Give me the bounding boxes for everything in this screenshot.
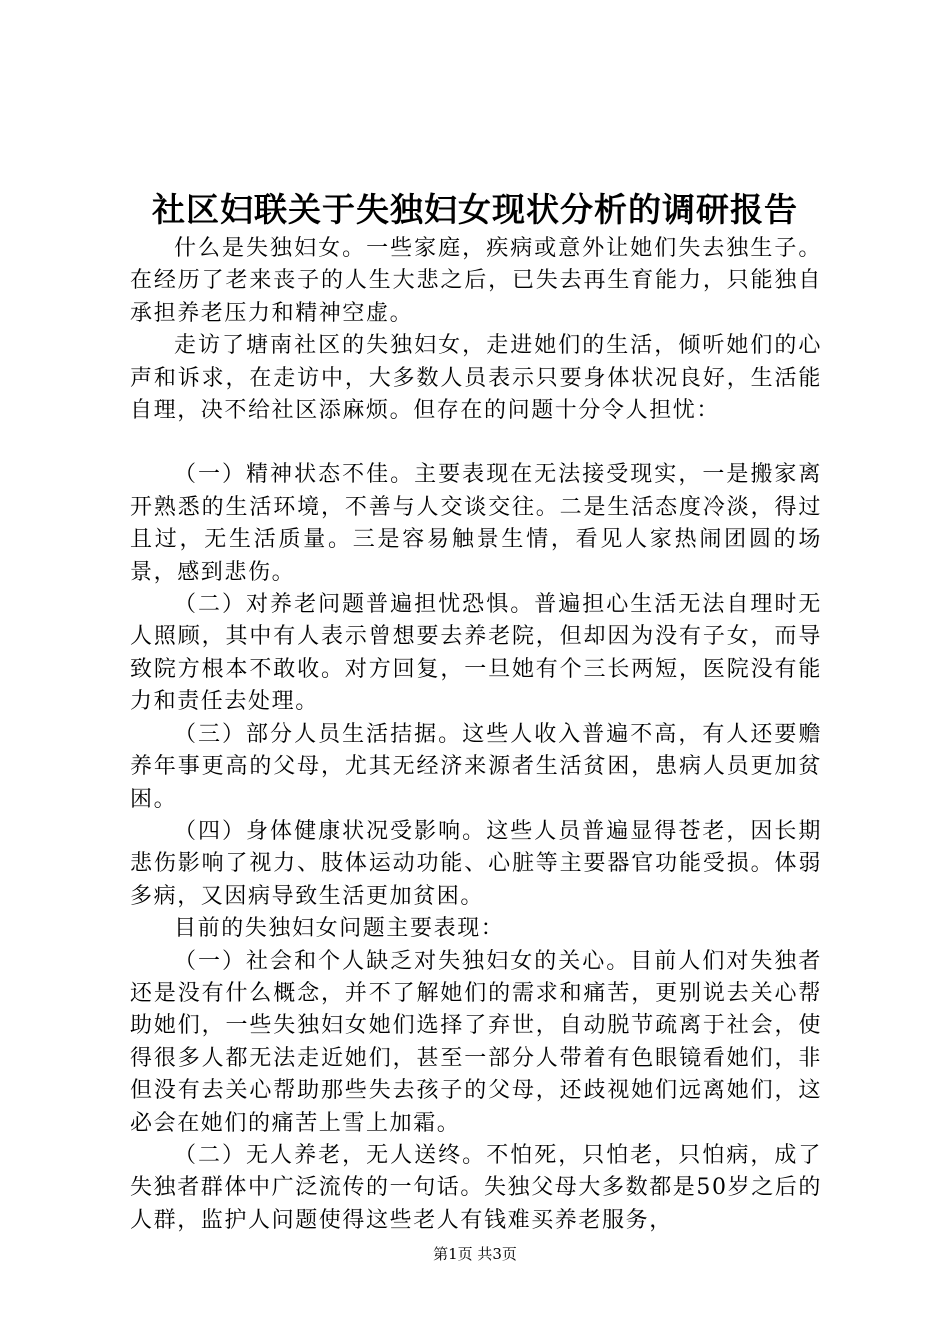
paragraph-problem-1: （一）社会和个人缺乏对失独妇女的关心。目前人们对失独者还是没有什么概念，并不了解她们的需求和痛苦，更别说去关心帮助她们，一些失独妇女她们选择了弃世，自动脱节疏离于社会，使得很多人都无法走近她们，甚至一部分人带着有色眼镜看她们，非但没有去关心帮助那些失去孩子的父母，还歧视她们远离她们，这必会在她们的痛苦上雪上加霜。: [130, 948, 822, 1136]
paragraph-issue-3: （三）部分人员生活拮据。这些人收入普遍不高，有人还要赡养年事更高的父母，尤其无经济来源者生活贫困，患病人员更加贫困。: [130, 721, 822, 812]
page-number: 第1页 共3页: [433, 1245, 517, 1263]
paragraph-issue-1: （一）精神状态不佳。主要表现在无法接受现实，一是搬家离开熟悉的生活环境，不善与人交谈交往。二是生活态度冷淡，得过且过，无生活质量。三是容易触景生情，看见人家热闹团圆的场景，感到悲伤。: [130, 462, 822, 585]
paragraph-problem-2: （二）无人养老，无人送终。不怕死，只怕老，只怕病，成了失独者群体中广泛流传的一句话。失独父母大多数都是50岁之后的人群，监护人问题使得这些老人有钱难买养老服务，: [130, 1142, 822, 1233]
paragraph-issue-2: （二）对养老问题普遍担忧恐惧。普遍担心生活无法自理时无人照顾，其中有人表示曾想要去养老院，但却因为没有子女，而导致院方根本不敢收。对方回复，一旦她有个三长两短，医院没有能力和责任去处理。: [130, 592, 822, 715]
document-title: 社区妇联关于失独妇女现状分析的调研报告: [152, 190, 798, 229]
paragraph-issue-4: （四）身体健康状况受影响。这些人员普遍显得苍老，因长期悲伤影响了视力、肢体运动功能、心脏等主要器官功能受损。体弱多病，又因病导致生活更加贫困。: [130, 818, 822, 909]
paragraph-definition: 什么是失独妇女。一些家庭，疾病或意外让她们失去独生子。在经历了老来丧子的人生大悲之后，已失去再生育能力，只能独自承担养老压力和精神空虚。: [130, 236, 822, 326]
paragraph-visit: 走访了塘南社区的失独妇女，走进她们的生活，倾听她们的心声和诉求，在走访中，大多数人员表示只要身体状况良好，生活能自理，决不给社区添麻烦。但存在的问题十分令人担忧：: [130, 333, 822, 424]
paragraph-problems-heading: 目前的失独妇女问题主要表现：: [174, 916, 505, 942]
document-body: [130, 233, 822, 1237]
